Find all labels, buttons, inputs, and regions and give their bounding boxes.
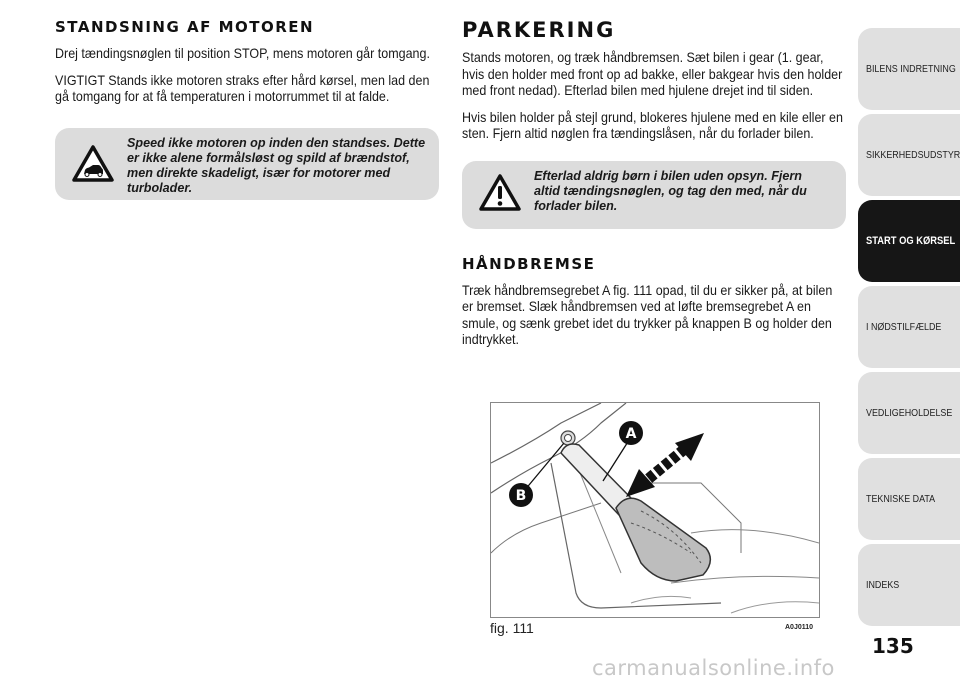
chapter-tabs: [858, 0, 960, 686]
car-warning-icon: [71, 144, 115, 189]
tab-label: TEKNISKE DATA: [866, 493, 936, 505]
right-column: [462, 18, 847, 359]
callout-b: B: [515, 488, 527, 504]
section-heading-handbrake: HÅNDBREMSE: [462, 254, 596, 273]
tab-label: VEDLIGEHOLDELSE: [866, 407, 953, 419]
page-number: 135: [872, 634, 914, 658]
paragraph: Stands motoren, og træk håndbremsen. Sæt bilen i gear (1. gear, hvis den holder med front op ad bakke, eller bakgear hvis den holder med front nedad). Efterlad bilen med hjulene drejet ind til siden.: [462, 50, 843, 98]
figure-code: A0J0110: [785, 624, 814, 631]
figure-label: fig. 111: [490, 620, 534, 636]
tab-tekniske-data[interactable]: [858, 458, 960, 540]
section-heading-stopping: STANDSNING AF MOTOREN: [55, 18, 315, 36]
tab-indeks[interactable]: [858, 544, 960, 626]
tab-label: SIKKERHEDSUDSTYR: [866, 149, 960, 161]
warning-text: Efterlad aldrig børn i bilen uden opsyn. Fjern altid tændingsnøglen, og tag den med, når du forlader bilen.: [534, 168, 807, 213]
paragraph: Hvis bilen holder på stejl grund, blokeres hjulene med en kile eller en sten. Fjern altid nøglen fra tændingslåsen, når du forlader bilen.: [462, 109, 843, 141]
tab-label: START OG KØRSEL: [866, 235, 956, 247]
warning-text: Speed ikke motoren op inden den standses. Dette er ikke alene formålsløst og spild af brændstof, men direkte skadeligt, især for motorer med turbolader.: [127, 135, 426, 195]
tab-bilens-indretning[interactable]: [858, 28, 960, 110]
warning-box-children: [462, 161, 846, 229]
tab-start-og-korsel[interactable]: [858, 200, 960, 282]
handbrake-illustration: [490, 402, 820, 618]
left-column: [55, 18, 440, 200]
paragraph: Drej tændingsnøglen til position STOP, mens motoren går tomgang.: [55, 46, 430, 61]
tab-i-nodstilfaelde[interactable]: [858, 286, 960, 368]
paragraph: Træk håndbremsegrebet A fig. 111 opad, til du er sikker på, at bilen er bremset. Slæk håndbremsen ved at løfte bremsegrebet A en smule, og sænk grebet idet du trykker på knappen B og holder den indtrykket.: [462, 282, 833, 347]
warning-box-engine: [55, 128, 439, 200]
warning-triangle-icon: [478, 173, 522, 218]
tab-label: BILENS INDRETNING: [866, 63, 956, 75]
tab-label: INDEKS: [866, 579, 900, 591]
tab-vedligeholdelse[interactable]: [858, 372, 960, 454]
tab-label: I NØDSTILFÆLDE: [866, 321, 942, 333]
callout-a: A: [625, 426, 637, 442]
paragraph-important: VIGTIGT Stands ikke motoren straks efter hård kørsel, men lad den gå tomgang for at få temperaturen i motorrummet til at falde.: [55, 72, 430, 104]
section-heading-parking: PARKERING: [462, 18, 616, 42]
tab-sikkerhedsudstyr[interactable]: [858, 114, 960, 196]
watermark: carmanualsonline.info: [592, 656, 835, 680]
